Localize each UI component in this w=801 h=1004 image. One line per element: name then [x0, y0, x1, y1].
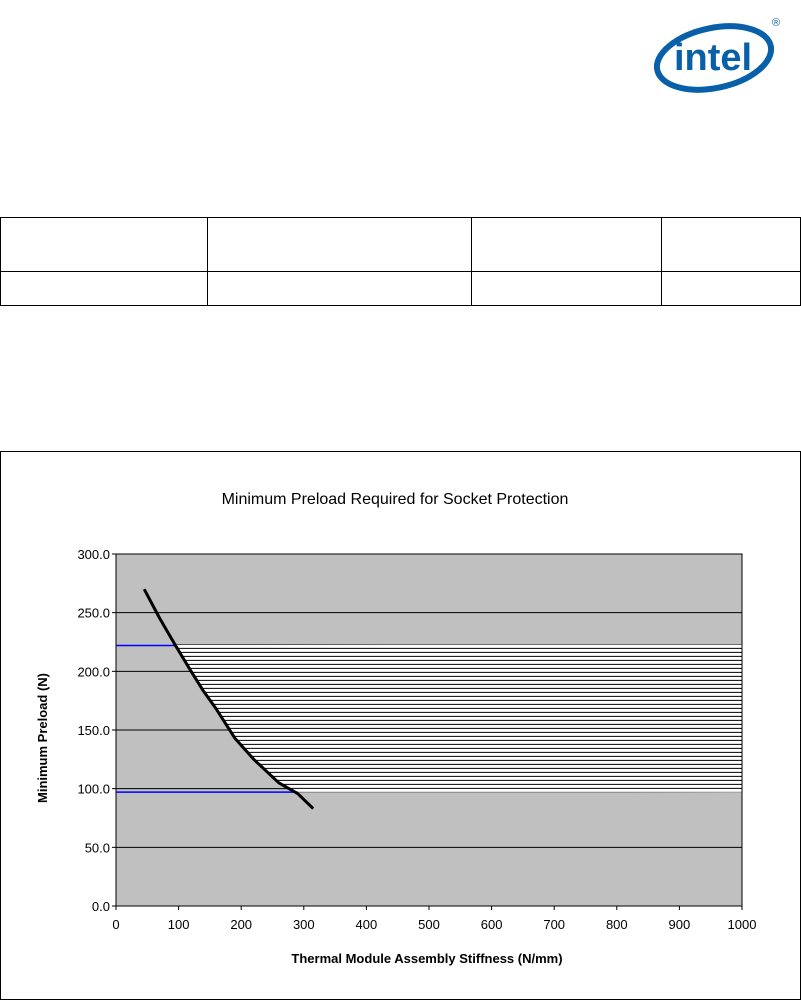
table-cell — [208, 272, 472, 306]
x-tick-label: 1000 — [727, 917, 757, 932]
y-tick-label: 150.0 — [77, 723, 110, 738]
table-row — [1, 272, 801, 306]
y-tick-label: 50.0 — [84, 840, 110, 856]
table-row — [1, 218, 801, 272]
table-cell — [208, 218, 472, 272]
x-tick-label: 500 — [418, 917, 440, 932]
table-cell — [662, 272, 801, 306]
x-tick-label: 400 — [355, 917, 378, 932]
table-cell — [662, 218, 801, 272]
x-axis-label: Thermal Module Assembly Stiffness (N/mm) — [291, 951, 563, 966]
x-tick-label: 300 — [292, 917, 315, 932]
table-cell — [1, 272, 208, 306]
x-tick-label: 700 — [543, 917, 566, 932]
registered-mark: ® — [772, 17, 781, 29]
chart-title: Minimum Preload Required for Socket Protection — [221, 491, 569, 508]
x-tick-label: 800 — [605, 917, 628, 932]
intel-logo — [652, 14, 788, 94]
preload-chart — [1, 452, 800, 999]
y-tick-label: 300.0 — [77, 547, 110, 562]
spec-table — [0, 217, 801, 306]
x-tick-label: 0 — [112, 917, 120, 932]
table-cell — [472, 218, 662, 272]
y-tick-label: 100.0 — [77, 781, 110, 797]
x-tick-label: 200 — [230, 917, 253, 932]
y-axis-label: Minimum Preload (N) — [35, 672, 50, 804]
chart-frame — [0, 451, 801, 1000]
table-cell — [1, 218, 208, 272]
y-tick-label: 0.0 — [91, 899, 110, 914]
x-tick-label: 600 — [480, 917, 503, 932]
x-tick-label: 100 — [167, 917, 190, 932]
table-cell — [472, 272, 662, 306]
intel-logo-text: intel — [674, 37, 753, 79]
x-tick-label: 900 — [668, 917, 691, 932]
y-tick-label: 250.0 — [77, 605, 110, 621]
y-tick-label: 200.0 — [77, 664, 110, 680]
